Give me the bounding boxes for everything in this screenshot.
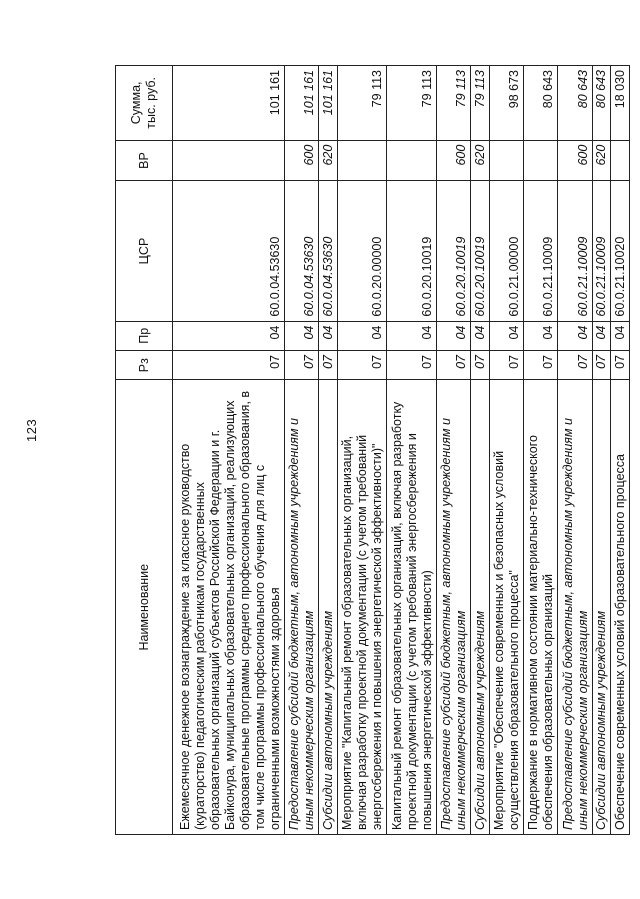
table-row bbox=[611, 66, 630, 835]
cell-name: Поддержание в нормативном состоянии материально-технического обеспечения образовательных организаций bbox=[524, 380, 558, 835]
page-number: 123 bbox=[24, 418, 39, 442]
column-header-csr: ЦСР bbox=[116, 181, 173, 321]
cell-sum: 79 113 bbox=[471, 66, 490, 141]
cell-pr: 04 bbox=[387, 321, 437, 350]
cell-rz: 07 bbox=[524, 351, 558, 380]
cell-pr: 04 bbox=[558, 321, 592, 350]
cell-pr: 04 bbox=[319, 321, 338, 350]
cell-pr: 04 bbox=[592, 321, 611, 350]
cell-name: Субсидии автономным учреждениям bbox=[471, 380, 490, 835]
cell-rz: 07 bbox=[337, 351, 387, 380]
table-row bbox=[319, 66, 338, 835]
cell-csr: 60.0.20.10019 bbox=[437, 181, 471, 321]
cell-vr: 620 bbox=[471, 140, 490, 181]
cell-vr bbox=[524, 140, 558, 181]
cell-name: Обеспечение современных условий образовательного процесса bbox=[611, 380, 630, 835]
cell-csr: 60.0.04.53630 bbox=[284, 181, 318, 321]
cell-vr: 620 bbox=[319, 140, 338, 181]
column-header-pr: Пр bbox=[116, 321, 173, 350]
cell-name: Предоставление субсидий бюджетным, автономным учреждениям и иным некоммерческим организациям bbox=[437, 380, 471, 835]
cell-rz: 07 bbox=[592, 351, 611, 380]
cell-rz: 07 bbox=[173, 351, 285, 380]
cell-name: Мероприятие "Обеспечение современных и безопасных условий осуществления образовательного процесса" bbox=[490, 380, 524, 835]
rotated-document bbox=[115, 65, 630, 835]
table-row bbox=[592, 66, 611, 835]
cell-rz: 07 bbox=[387, 351, 437, 380]
table-row bbox=[490, 66, 524, 835]
cell-sum: 101 161 bbox=[173, 66, 285, 141]
table-row bbox=[558, 66, 592, 835]
cell-name: Предоставление субсидий бюджетным, автономным учреждениям и иным некоммерческим организациям bbox=[558, 380, 592, 835]
cell-pr: 04 bbox=[471, 321, 490, 350]
cell-sum: 80 643 bbox=[592, 66, 611, 141]
cell-rz: 07 bbox=[471, 351, 490, 380]
cell-csr: 60.0.20.10019 bbox=[471, 181, 490, 321]
cell-csr: 60.0.20.00000 bbox=[337, 181, 387, 321]
cell-sum: 80 643 bbox=[524, 66, 558, 141]
cell-rz: 07 bbox=[490, 351, 524, 380]
cell-sum: 79 113 bbox=[437, 66, 471, 141]
cell-sum: 79 113 bbox=[337, 66, 387, 141]
cell-vr bbox=[173, 140, 285, 181]
cell-name: Субсидии автономным учреждениям bbox=[319, 380, 338, 835]
table-row bbox=[284, 66, 318, 835]
cell-vr: 620 bbox=[592, 140, 611, 181]
column-header-name: Наименование bbox=[116, 380, 173, 835]
table-row bbox=[173, 66, 285, 835]
cell-vr bbox=[337, 140, 387, 181]
table-row bbox=[471, 66, 490, 835]
cell-name: Мероприятие "Капитальный ремонт образовательных организаций, включая разработку проектной документации (с учетом требований энергосбережения и повышения энергетической эффективности)" bbox=[337, 380, 387, 835]
cell-sum: 80 643 bbox=[558, 66, 592, 141]
budget-table bbox=[115, 65, 630, 835]
cell-csr: 60.0.21.10009 bbox=[558, 181, 592, 321]
cell-rz: 07 bbox=[558, 351, 592, 380]
cell-csr: 60.0.21.10020 bbox=[611, 181, 630, 321]
cell-csr: 60.0.04.53630 bbox=[319, 181, 338, 321]
cell-vr: 600 bbox=[558, 140, 592, 181]
cell-csr: 60.0.21.10009 bbox=[592, 181, 611, 321]
cell-sum: 101 161 bbox=[284, 66, 318, 141]
cell-sum: 18 030 bbox=[611, 66, 630, 141]
cell-csr: 60.0.21.00000 bbox=[490, 181, 524, 321]
cell-name: Ежемесячное денежное вознаграждение за классное руководство (кураторство) педагогическим работникам государственных образовательных организаций субъектов Российской Федерации и г. Байконура, муниципальных образовательных организаций, реализующих образовательные программы среднего профессионального образования, в том числе программы профессионального обучения для лиц с ограниченными возможностями здоровья bbox=[173, 380, 285, 835]
cell-pr: 04 bbox=[337, 321, 387, 350]
cell-sum: 79 113 bbox=[387, 66, 437, 141]
cell-vr bbox=[611, 140, 630, 181]
table-row bbox=[524, 66, 558, 835]
table-row bbox=[387, 66, 437, 835]
cell-rz: 07 bbox=[437, 351, 471, 380]
cell-pr: 04 bbox=[524, 321, 558, 350]
cell-pr: 04 bbox=[437, 321, 471, 350]
cell-pr: 04 bbox=[284, 321, 318, 350]
cell-vr: 600 bbox=[284, 140, 318, 181]
cell-pr: 04 bbox=[490, 321, 524, 350]
table-row bbox=[337, 66, 387, 835]
cell-pr: 04 bbox=[611, 321, 630, 350]
cell-csr: 60.0.04.53630 bbox=[173, 181, 285, 321]
cell-rz: 07 bbox=[611, 351, 630, 380]
table-row bbox=[437, 66, 471, 835]
cell-vr: 600 bbox=[437, 140, 471, 181]
cell-csr: 60.0.21.10009 bbox=[524, 181, 558, 321]
cell-name: Предоставление субсидий бюджетным, автономным учреждениям и иным некоммерческим организациям bbox=[284, 380, 318, 835]
column-header-rz: Рз bbox=[116, 351, 173, 380]
cell-vr bbox=[387, 140, 437, 181]
cell-rz: 07 bbox=[319, 351, 338, 380]
cell-vr bbox=[490, 140, 524, 181]
table-header-row bbox=[116, 66, 173, 835]
cell-rz: 07 bbox=[284, 351, 318, 380]
cell-name: Капитальный ремонт образовательных организаций, включая разработку проектной документации (с учетом требований энергосбережения и повышения энергетической эффективности) bbox=[387, 380, 437, 835]
cell-sum: 98 673 bbox=[490, 66, 524, 141]
column-header-sum: Сумма, тыс. руб. bbox=[116, 66, 173, 141]
cell-csr: 60.0.20.10019 bbox=[387, 181, 437, 321]
column-header-vr: ВР bbox=[116, 140, 173, 181]
cell-name: Субсидии автономным учреждениям bbox=[592, 380, 611, 835]
cell-sum: 101 161 bbox=[319, 66, 338, 141]
cell-pr: 04 bbox=[173, 321, 285, 350]
